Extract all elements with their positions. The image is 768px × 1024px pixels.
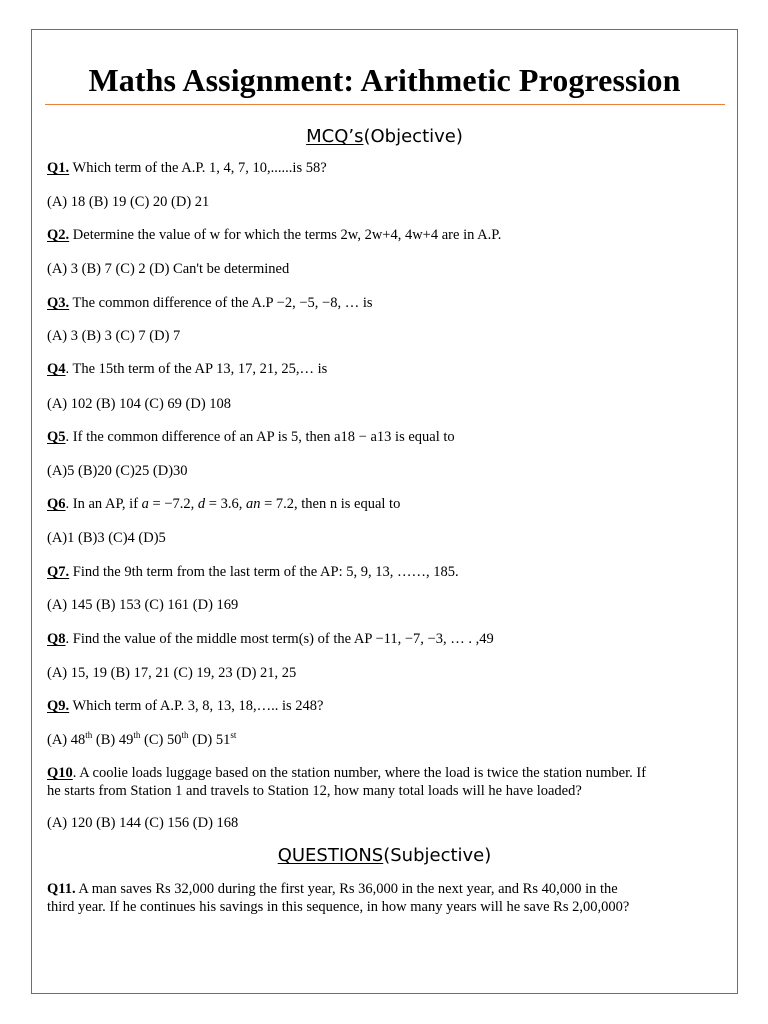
question-number: Q1.	[47, 160, 70, 176]
document-page	[31, 29, 738, 994]
section-heading-mcq-rest: (Objective)	[363, 126, 463, 147]
ordinal-suffix: th	[85, 730, 93, 741]
page-title: Maths Assignment: Arithmetic Progression	[88, 62, 681, 98]
question-text: A man saves Rs 32,000 during the first year, Rs 36,000 in the next year, and Rs 40,000 in the	[75, 881, 618, 897]
section-heading-subjective-rest: (Subjective)	[383, 845, 492, 866]
equation-part-3: = 7.2, then n is equal to	[260, 496, 401, 512]
question-number: Q3.	[47, 295, 70, 311]
question-2-options: (A) 3 (B) 7 (C) 2 (D) Can't be determined	[47, 261, 290, 277]
question-3	[47, 295, 373, 312]
question-text-pre: . In an AP, if	[65, 496, 142, 512]
question-8	[47, 631, 494, 648]
question-7	[47, 564, 459, 581]
question-number: Q2.	[47, 227, 70, 243]
question-number: Q9.	[47, 698, 70, 714]
question-10-continued: he starts from Station 1 and travels to Station 12, how many total loads will he have loaded?	[47, 783, 582, 799]
question-4	[47, 361, 327, 378]
section-heading-subjective-underlined: QUESTIONS	[277, 845, 384, 866]
question-number: Q10	[47, 765, 73, 781]
option-a: (A) 48	[47, 732, 86, 748]
question-number: Q5	[47, 429, 66, 445]
question-6-options: (A)1 (B)3 (C)4 (D)5	[47, 530, 166, 546]
question-6	[47, 496, 400, 513]
section-heading-mcq-underlined: MCQ’s	[306, 126, 364, 147]
question-2	[47, 227, 501, 244]
question-5	[47, 429, 455, 446]
question-text: Which term of the A.P. 1, 4, 7, 10,......is 58?	[69, 160, 327, 176]
question-1-options: (A) 18 (B) 19 (C) 20 (D) 21	[47, 194, 210, 210]
question-10-options: (A) 120 (B) 144 (C) 156 (D) 168	[47, 815, 239, 831]
question-number: Q11.	[47, 881, 76, 897]
variable-a: a	[141, 496, 149, 512]
question-9-options	[47, 732, 236, 749]
ordinal-suffix: st	[230, 730, 237, 741]
question-number: Q4	[47, 361, 66, 377]
question-9	[47, 698, 323, 715]
question-number: Q6	[47, 496, 66, 512]
option-b: (B) 49	[92, 732, 134, 748]
question-text: Which term of A.P. 3, 8, 13, 18,….. is 248?	[69, 698, 324, 714]
question-5-options: (A)5 (B)20 (C)25 (D)30	[47, 463, 188, 479]
question-7-options: (A) 145 (B) 153 (C) 161 (D) 169	[47, 597, 239, 613]
question-10	[47, 765, 646, 782]
question-number: Q7.	[47, 564, 70, 580]
question-text: . Find the value of the middle most term(s) of the AP −11, −7, −3, … . ,49	[65, 631, 494, 647]
question-8-options: (A) 15, 19 (B) 17, 21 (C) 19, 23 (D) 21, 25	[47, 665, 297, 681]
equation-part-2: = 3.6,	[205, 496, 246, 512]
question-text: The common difference of the A.P −2, −5, −8, … is	[69, 295, 373, 311]
question-text: . If the common difference of an AP is 5, then a18 − a13 is equal to	[65, 429, 455, 445]
ordinal-suffix: th	[133, 730, 141, 741]
title-divider	[45, 104, 725, 105]
question-text: Find the 9th term from the last term of the AP: 5, 9, 13, ……, 185.	[69, 564, 459, 580]
question-text: . A coolie loads luggage based on the station number, where the load is twice the station number. If	[72, 765, 647, 781]
question-11-continued: third year. If he continues his savings in this sequence, in how many years will he save Rs 2,00,000?	[47, 899, 630, 915]
equation-part-1: = −7.2,	[148, 496, 198, 512]
question-text: Determine the value of w for which the terms 2w, 2w+4, 4w+4 are in A.P.	[69, 227, 502, 243]
section-heading-subjective	[32, 845, 737, 866]
question-3-options: (A) 3 (B) 3 (C) 7 (D) 7	[47, 328, 181, 344]
question-text: . The 15th term of the AP 13, 17, 21, 25,… is	[65, 361, 328, 377]
section-heading-mcq	[32, 126, 737, 147]
option-c: (C) 50	[140, 732, 182, 748]
question-11	[47, 881, 618, 898]
variable-d: d	[197, 496, 206, 512]
question-1	[47, 160, 327, 177]
option-d: (D) 51	[188, 732, 231, 748]
ordinal-suffix: th	[181, 730, 189, 741]
variable-an: an	[245, 496, 261, 512]
question-number: Q8	[47, 631, 66, 647]
question-4-options: (A) 102 (B) 104 (C) 69 (D) 108	[47, 396, 232, 412]
